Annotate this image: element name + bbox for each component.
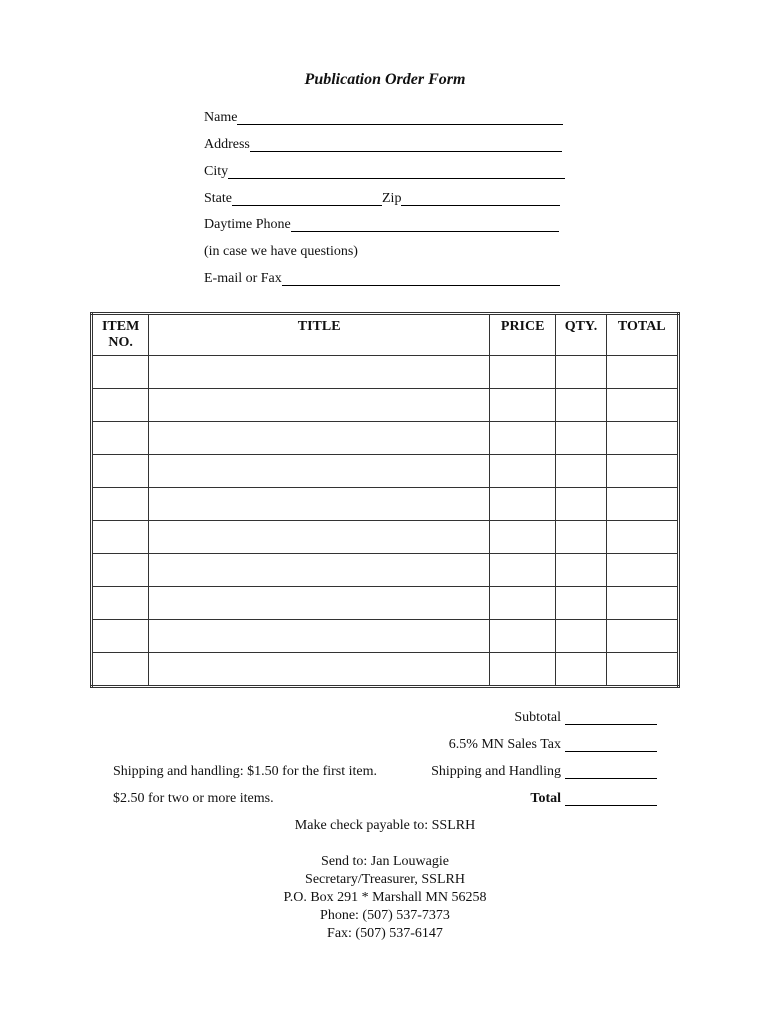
cell-price[interactable] (490, 587, 556, 620)
phone-field[interactable] (204, 215, 559, 235)
send-to-name: Send to: Jan Louwagie (321, 854, 449, 869)
table-row (92, 422, 679, 455)
table-row (92, 389, 679, 422)
check-payable: Make check payable to: SSLRH (294, 818, 476, 833)
city-field[interactable] (204, 162, 565, 182)
shipping-label: Shipping and Handling (431, 764, 561, 779)
header-total: TOTAL (606, 314, 678, 356)
table-row (92, 455, 679, 488)
send-to-fax: Fax: (507) 537-6147 (327, 926, 443, 941)
cell-price[interactable] (490, 356, 556, 389)
total-line[interactable] (530, 789, 657, 809)
cell-qty[interactable] (556, 356, 606, 389)
cell-title[interactable] (149, 356, 490, 389)
table-row (92, 488, 679, 521)
cell-item-no[interactable] (92, 653, 149, 687)
phone-note: (in case we have questions) (204, 244, 358, 259)
shipping-input-line[interactable] (565, 763, 657, 779)
cell-qty[interactable] (556, 389, 606, 422)
order-table (90, 312, 680, 688)
cell-total[interactable] (606, 422, 678, 455)
cell-qty[interactable] (556, 521, 606, 554)
table-row (92, 521, 679, 554)
cell-qty[interactable] (556, 587, 606, 620)
cell-title[interactable] (149, 620, 490, 653)
cell-qty[interactable] (556, 554, 606, 587)
send-to-phone: Phone: (507) 537-7373 (320, 908, 450, 923)
cell-item-no[interactable] (92, 587, 149, 620)
state-label: State (204, 191, 232, 206)
state-zip-field[interactable] (204, 189, 560, 209)
city-input-line[interactable] (228, 163, 565, 179)
zip-label: Zip (382, 191, 402, 206)
cell-item-no[interactable] (92, 356, 149, 389)
name-field[interactable] (204, 108, 563, 128)
table-header-row (92, 314, 679, 356)
header-price: PRICE (490, 314, 556, 356)
address-field[interactable] (204, 135, 562, 155)
table-row (92, 587, 679, 620)
phone-input-line[interactable] (291, 216, 559, 232)
phone-label: Daytime Phone (204, 217, 291, 232)
header-title: TITLE (149, 314, 490, 356)
table-row (92, 554, 679, 587)
cell-total[interactable] (606, 356, 678, 389)
cell-title[interactable] (149, 488, 490, 521)
cell-price[interactable] (490, 422, 556, 455)
cell-total[interactable] (606, 620, 678, 653)
cell-item-no[interactable] (92, 422, 149, 455)
shipping-note-2: $2.50 for two or more items. (113, 791, 274, 806)
cell-title[interactable] (149, 389, 490, 422)
header-qty: QTY. (556, 314, 606, 356)
zip-input-line[interactable] (401, 190, 560, 206)
cell-price[interactable] (490, 488, 556, 521)
cell-qty[interactable] (556, 455, 606, 488)
form-title: Publication Order Form (304, 71, 466, 88)
cell-title[interactable] (149, 422, 490, 455)
cell-total[interactable] (606, 653, 678, 687)
name-input-line[interactable] (237, 109, 563, 125)
subtotal-line[interactable] (514, 708, 657, 728)
cell-total[interactable] (606, 554, 678, 587)
cell-title[interactable] (149, 521, 490, 554)
order-table-body (92, 356, 679, 687)
cell-qty[interactable] (556, 620, 606, 653)
cell-price[interactable] (490, 554, 556, 587)
cell-price[interactable] (490, 455, 556, 488)
sales-tax-input-line[interactable] (565, 736, 657, 752)
address-input-line[interactable] (250, 136, 562, 152)
shipping-note-1: Shipping and handling: $1.50 for the first item. (113, 764, 378, 779)
table-row (92, 653, 679, 687)
cell-item-no[interactable] (92, 389, 149, 422)
cell-total[interactable] (606, 521, 678, 554)
email-fax-field[interactable] (204, 269, 560, 289)
sales-tax-label: 6.5% MN Sales Tax (448, 737, 561, 752)
send-to-title: Secretary/Treasurer, SSLRH (305, 872, 465, 887)
cell-item-no[interactable] (92, 620, 149, 653)
cell-qty[interactable] (556, 653, 606, 687)
total-label: Total (530, 791, 561, 806)
cell-price[interactable] (490, 521, 556, 554)
cell-title[interactable] (149, 653, 490, 687)
cell-title[interactable] (149, 554, 490, 587)
table-row (92, 620, 679, 653)
cell-qty[interactable] (556, 422, 606, 455)
cell-title[interactable] (149, 455, 490, 488)
state-input-line[interactable] (232, 190, 382, 206)
cell-item-no[interactable] (92, 554, 149, 587)
cell-item-no[interactable] (92, 521, 149, 554)
cell-title[interactable] (149, 587, 490, 620)
sales-tax-line[interactable] (449, 735, 657, 755)
subtotal-input-line[interactable] (565, 709, 657, 725)
cell-total[interactable] (606, 488, 678, 521)
cell-item-no[interactable] (92, 488, 149, 521)
city-label: City (204, 164, 229, 179)
cell-total[interactable] (606, 455, 678, 488)
address-label: Address (204, 137, 250, 152)
cell-total[interactable] (606, 587, 678, 620)
shipping-line[interactable] (431, 762, 657, 782)
cell-price[interactable] (490, 653, 556, 687)
cell-price[interactable] (490, 389, 556, 422)
email-fax-label: E-mail or Fax (204, 271, 282, 286)
name-label: Name (204, 110, 238, 125)
cell-total[interactable] (606, 389, 678, 422)
cell-item-no[interactable] (92, 455, 149, 488)
cell-qty[interactable] (556, 488, 606, 521)
table-row (92, 356, 679, 389)
cell-price[interactable] (490, 620, 556, 653)
total-input-line[interactable] (565, 790, 657, 806)
header-item-no: ITEM NO. (92, 314, 149, 356)
subtotal-label: Subtotal (514, 710, 561, 725)
send-to-address: P.O. Box 291 * Marshall MN 56258 (283, 890, 487, 905)
email-fax-input-line[interactable] (282, 270, 560, 286)
